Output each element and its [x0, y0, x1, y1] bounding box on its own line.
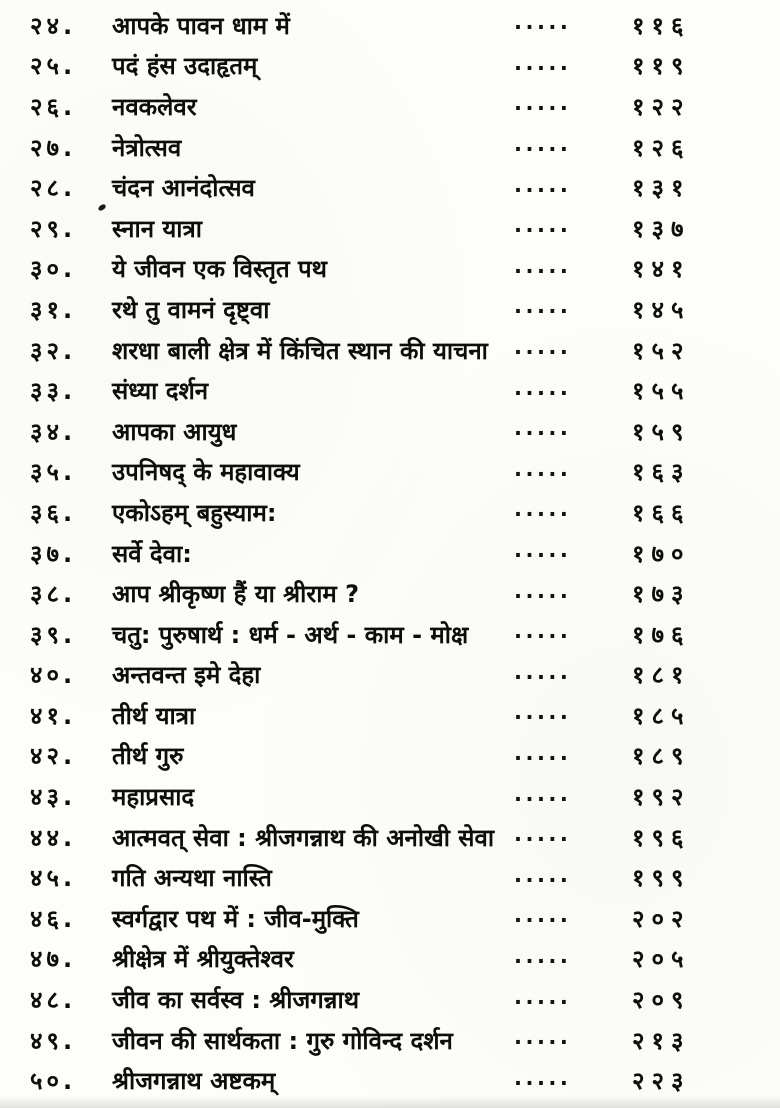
entry-title: आपके पावन धाम में	[112, 11, 290, 40]
entry-page-number: १९२	[632, 783, 691, 812]
entry-page-number: १९९	[632, 864, 691, 893]
entry-page-number: १६६	[632, 498, 691, 527]
toc-row	[0, 249, 780, 290]
entry-page-number: १५५	[632, 377, 691, 406]
dots-leader: .....	[514, 335, 572, 360]
dots-leader: .....	[514, 1025, 572, 1050]
dots-leader: .....	[514, 1065, 572, 1090]
dots-leader: .....	[514, 538, 572, 563]
toc-row	[0, 939, 780, 980]
toc-row	[0, 5, 780, 46]
dots-leader: .....	[514, 253, 572, 278]
toc-row	[0, 1020, 780, 1061]
dots-leader: .....	[514, 781, 572, 806]
entry-number: २६.	[30, 92, 77, 121]
entry-title: स्नान यात्रा	[112, 214, 202, 243]
toc-row	[0, 736, 780, 777]
entry-page-number: १३१	[632, 174, 691, 203]
entry-number: ३७.	[30, 539, 77, 568]
toc-row	[0, 857, 780, 898]
entry-title: आप श्रीकृष्ण हैं या श्रीराम ?	[112, 580, 360, 609]
dots-leader: .....	[514, 659, 572, 684]
dots-leader: .....	[514, 740, 572, 765]
entry-title: पदं हंस उदाहृतम्	[112, 52, 258, 81]
entry-page-number: २२३	[632, 1067, 691, 1096]
entry-title: चंदन आनंदोत्सव	[112, 174, 255, 203]
toc-row	[0, 695, 780, 736]
dots-leader: .....	[514, 619, 572, 644]
dots-leader: .....	[514, 91, 572, 116]
entry-number: ३१.	[30, 295, 77, 324]
entry-title: अन्तवन्त इमे देहा	[112, 661, 261, 690]
entry-number: ३९.	[30, 620, 77, 649]
entry-title: संध्या दर्शन	[112, 377, 209, 406]
dots-leader: .....	[514, 862, 572, 887]
entry-title: नेत्रोत्सव	[112, 133, 182, 162]
entry-number: ३३.	[30, 377, 77, 406]
dots-leader: .....	[514, 822, 572, 847]
toc-row	[0, 655, 780, 696]
entry-title: उपनिषद् के महावाक्य	[112, 458, 300, 487]
entry-title: शरधा बाली क्षेत्र में किंचित स्थान की याचना	[112, 336, 488, 365]
entry-title: सर्वे देवा:	[112, 539, 192, 568]
toc-row	[0, 452, 780, 493]
toc-row	[0, 817, 780, 858]
toc-row	[0, 289, 780, 330]
dots-leader: .....	[514, 132, 572, 157]
entry-page-number: १८१	[632, 661, 691, 690]
entry-title: तीर्थ यात्रा	[112, 701, 196, 730]
entry-number: ४४.	[30, 823, 77, 852]
entry-page-number: १८९	[632, 742, 691, 771]
entry-page-number: ११९	[632, 52, 691, 81]
entry-page-number: १४१	[632, 255, 691, 284]
entry-number: २८.	[30, 174, 77, 203]
entry-number: ४६.	[30, 904, 77, 933]
entry-title: चतु: पुरुषार्थ : धर्म - अर्थ - काम - मोक्ष	[112, 620, 469, 649]
toc-row	[0, 1060, 780, 1101]
entry-title: ये जीवन एक विस्तृत पथ	[112, 255, 327, 284]
entry-title: आपका आयुध	[112, 417, 237, 446]
toc-row	[0, 46, 780, 87]
entry-number: ४९.	[30, 1026, 77, 1055]
dots-leader: .....	[514, 984, 572, 1009]
dots-leader: .....	[514, 943, 572, 968]
entry-number: ४७.	[30, 945, 77, 974]
toc-row	[0, 898, 780, 939]
entry-title: तीर्थ गुरु	[112, 742, 184, 771]
entry-number: २४.	[30, 11, 77, 40]
entry-number: २९.	[30, 214, 77, 243]
entry-page-number: १७६	[632, 620, 691, 649]
entry-page-number: १२६	[632, 133, 691, 162]
dots-leader: .....	[514, 456, 572, 481]
entry-page-number: १७०	[632, 539, 691, 568]
dots-leader: .....	[514, 578, 572, 603]
entry-number: ३६.	[30, 498, 77, 527]
dots-leader: .....	[514, 213, 572, 238]
toc-row	[0, 127, 780, 168]
toc-row	[0, 573, 780, 614]
entry-title: एकोऽहम् बहुस्याम:	[112, 498, 277, 527]
entry-page-number: १४५	[632, 295, 691, 324]
entry-number: ४२.	[30, 742, 77, 771]
table-of-contents	[0, 5, 780, 1101]
dots-leader: .....	[514, 700, 572, 725]
entry-title: स्वर्गद्वार पथ में : जीव-मुक्ति	[112, 904, 359, 933]
toc-row	[0, 86, 780, 127]
entry-page-number: १३७	[632, 214, 691, 243]
toc-row	[0, 492, 780, 533]
entry-page-number: २०९	[632, 986, 691, 1015]
entry-number: ४५.	[30, 864, 77, 893]
toc-row	[0, 330, 780, 371]
dots-leader: .....	[514, 294, 572, 319]
toc-row	[0, 614, 780, 655]
entry-page-number: १५२	[632, 336, 691, 365]
entry-page-number: १५९	[632, 417, 691, 446]
toc-row	[0, 411, 780, 452]
entry-number: ३८.	[30, 580, 77, 609]
dots-leader: .....	[514, 50, 572, 75]
entry-number: २७.	[30, 133, 77, 162]
entry-number: ३५.	[30, 458, 77, 487]
dots-leader: .....	[514, 416, 572, 441]
entry-number: ४८.	[30, 986, 77, 1015]
toc-row	[0, 979, 780, 1020]
entry-number: ४३.	[30, 783, 77, 812]
entry-title: गति अन्यथा नास्ति	[112, 864, 272, 893]
entry-page-number: १२२	[632, 92, 691, 121]
entry-title: रथे तु वामनं दृष्ट्वा	[112, 295, 270, 324]
entry-page-number: ११६	[632, 11, 691, 40]
dots-leader: .....	[514, 172, 572, 197]
entry-number: २५.	[30, 52, 77, 81]
entry-number: ४०.	[30, 661, 77, 690]
entry-page-number: १६३	[632, 458, 691, 487]
entry-page-number: २०२	[632, 904, 691, 933]
entry-page-number: २०५	[632, 945, 691, 974]
entry-title: महाप्रसाद	[112, 783, 195, 812]
entry-title: श्रीजगन्नाथ अष्टकम्	[112, 1067, 276, 1096]
entry-title: नवकलेवर	[112, 92, 197, 121]
toc-row	[0, 533, 780, 574]
entry-title: जीव का सर्वस्व : श्रीजगन्नाथ	[112, 986, 360, 1015]
entry-number: ३२.	[30, 336, 77, 365]
dots-leader: .....	[514, 497, 572, 522]
dots-leader: .....	[514, 903, 572, 928]
entry-title: श्रीक्षेत्र में श्रीयुक्तेश्वर	[112, 945, 294, 974]
entry-number: ४१.	[30, 701, 77, 730]
entry-page-number: २१३	[632, 1026, 691, 1055]
toc-row	[0, 167, 780, 208]
entry-title: आत्मवत् सेवा : श्रीजगन्नाथ की अनोखी सेवा	[112, 823, 495, 852]
entry-page-number: १९६	[632, 823, 691, 852]
toc-row	[0, 208, 780, 249]
entry-number: ५०.	[30, 1067, 77, 1096]
entry-page-number: १८५	[632, 701, 691, 730]
dots-leader: .....	[514, 375, 572, 400]
entry-number: ३०.	[30, 255, 77, 284]
entry-title: जीवन की सार्थकता : गुरु गोविन्द दर्शन	[112, 1026, 453, 1055]
toc-row	[0, 370, 780, 411]
toc-row	[0, 776, 780, 817]
entry-page-number: १७३	[632, 580, 691, 609]
dots-leader: .....	[514, 10, 572, 35]
entry-number: ३४.	[30, 417, 77, 446]
